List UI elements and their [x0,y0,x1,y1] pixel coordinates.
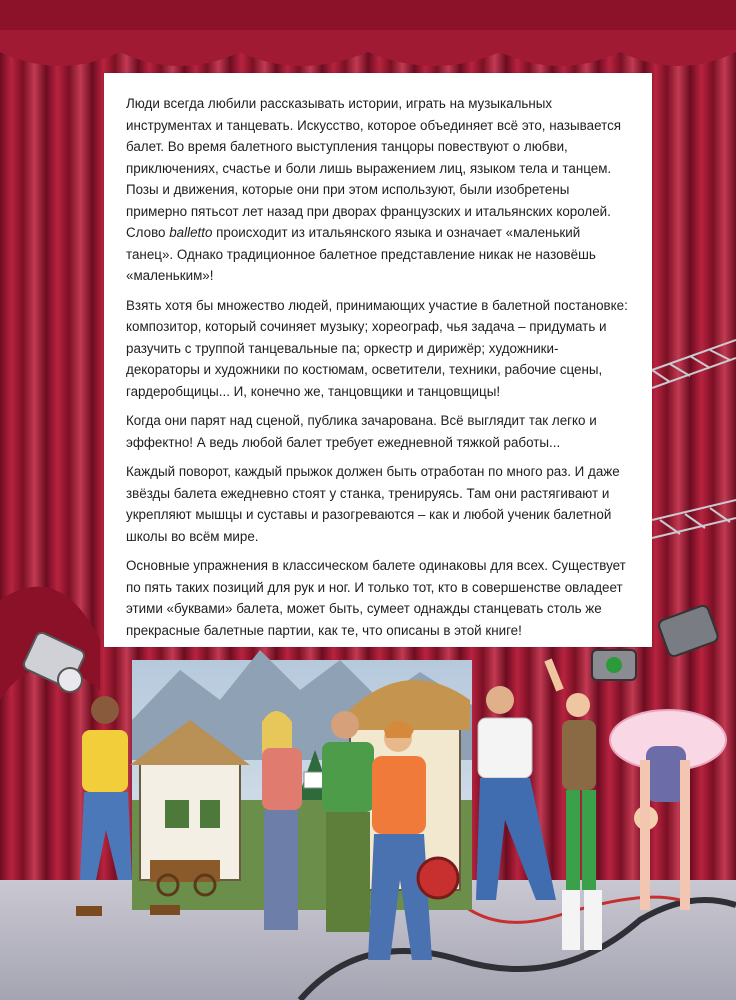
italic-word-balletto: balletto [169,225,213,240]
paragraph-1 [126,93,630,287]
paragraph-1-after: происходит из итальянского языка и означает «маленький танец». Однако традиционное балетное представление никак не назовёшь «маленьким»! [126,225,596,283]
paragraph-2: Взять хотя бы множество людей, принимающих участие в балетной постановке: композитор, который сочиняет музыку; хореограф, чья задача – придумать и разучить с труппой танцевальные па; оркестр и дирижёр; художники-декораторы и художники по костюмам, осветители, техники, рабочие сцены, гардеробщицы... И, конечно же, танцовщики и танцовщицы! [126,297,628,399]
text-panel [104,73,652,647]
stagehand-green [322,711,374,932]
paragraph-3: Когда они парят над сценой, публика зачарована. Всё выглядит так легко и эффектно! А ведь любой балет требует ежедневной тяжкой работы... [126,413,597,450]
paragraph-4: Каждый поворот, каждый прыжок должен быть отработан по много раз. И даже звёзды балета ежедневно стоят у станка, тренируясь. Там они растягивают и укрепляют мышцы и суставы и разогреваются – как и любой ученик балетной школы во всём мире. [126,464,620,544]
paragraph-5: Основные упражнения в классическом балете одинаковы для всех. Существует по пять таких позиций для рук и ног. И только тот, кто в совершенстве овладеет этими «буквами» балета, может быть, сумеет однажды станцевать столь же прекрасные балетные партии, как те, что описаны в этой книге! [126,558,626,638]
paragraph-1-before: Люди всегда любили рассказывать истории, играть на музыкальных инструментах и танцевать. Искусство, которое объединяет всё это, называется балет. Во время балетного выступления танцоры повествуют о любви, приключениях, счастье и боли лишь выражением лиц, языком тела и танцем. Позы и движения, которые они при этом используют, были изобретены примерно пятьсот лет назад при дворах французских и итальянских королей. Слово [126,96,622,240]
